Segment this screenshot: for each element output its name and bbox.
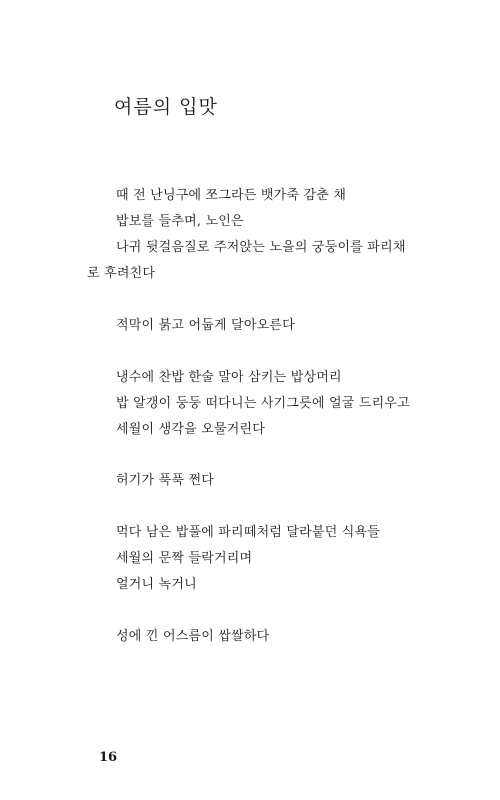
poem-title: 여름의 입맛 bbox=[114, 96, 218, 118]
poem-line: 얼거니 녹거니 bbox=[116, 577, 197, 592]
poem-line: 성에 낀 어스름이 쌉쌀하다 bbox=[116, 629, 270, 644]
poem-line: 냉수에 찬밥 한술 말아 삼키는 밥상머리 bbox=[116, 370, 342, 385]
poem-line: 세월이 생각을 오물거린다 bbox=[116, 422, 266, 437]
poem-line: 허기가 푹푹 쩐다 bbox=[116, 473, 214, 488]
poem-line: 때 전 난닝구에 쪼그라든 뱃가죽 감춘 채 bbox=[116, 188, 347, 203]
poem-line: 밥 알갱이 둥둥 떠다니는 사기그릇에 얼굴 드리우고 bbox=[116, 396, 410, 411]
poem-line: 먹다 남은 밥풀에 파리떼처럼 달라붙던 식욕들 bbox=[116, 525, 381, 540]
poem-line: 로 후려친다 bbox=[87, 266, 156, 281]
poem-line: 나귀 뒷걸음질로 주저앉는 노을의 궁둥이를 파리채 bbox=[116, 240, 406, 255]
page-number: 16 bbox=[99, 750, 118, 765]
poem-line: 세월의 문짝 들락거리며 bbox=[116, 551, 253, 566]
poem-line: 밥보를 들추며, 노인은 bbox=[116, 214, 244, 229]
poem-line: 적막이 붉고 어둡게 달아오른다 bbox=[116, 318, 295, 333]
